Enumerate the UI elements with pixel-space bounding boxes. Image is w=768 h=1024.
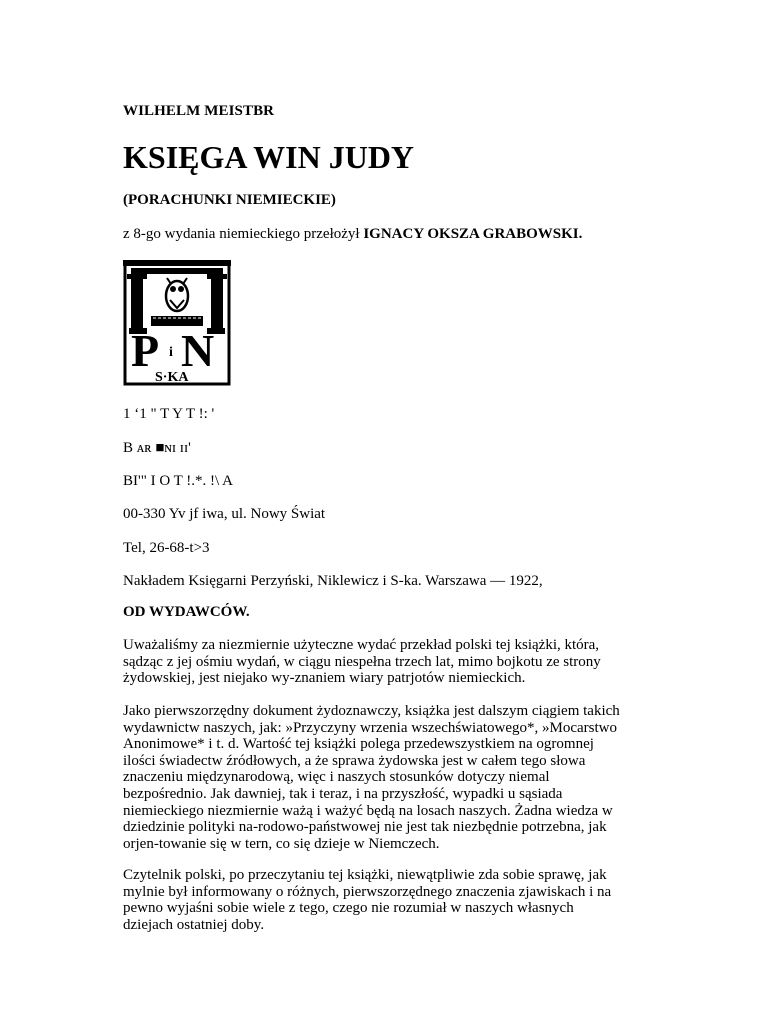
stamp-phone: Tel, 26-68-t>3 xyxy=(123,540,210,556)
stamp-line: B ᴀʀ ■ɴɪ ɪɪ' xyxy=(123,440,191,456)
paragraph-line: orjen-towanie się w tern, co się dzieje w Niemczech. xyxy=(123,835,440,852)
svg-text:S·KA: S·KA xyxy=(155,370,189,385)
paragraph-line: wydawnictw naszych, jak: »Przyczyny wrzenia wszechświatowego*, »Mocarstwo xyxy=(123,719,618,736)
book-title: KSIĘGA WIN JUDY xyxy=(123,139,415,175)
translator-name: IGNACY OKSZA GRABOWSKI. xyxy=(363,226,583,242)
paragraph-line: dziejach ostatniej doby. xyxy=(123,916,265,933)
publisher-logo-icon xyxy=(123,258,233,386)
paragraph-line: żydowskiej, jest niejako wy-znaniem wiary patrjotów niemieckich. xyxy=(123,670,526,687)
paragraph-line: bezpośrednio. Jak dawniej, tak i teraz, i na przyszłość, wypadki u sąsiada xyxy=(123,785,563,802)
paragraph-line: Uważaliśmy za niezmiernie użyteczne wydać przekład polski tej książki, która, xyxy=(123,637,600,653)
stamp-line: BI'" I O T !.*. !\ A xyxy=(123,473,233,489)
stamp-line: 1 ‘1 " T Y T !: ' xyxy=(123,406,215,422)
paragraph-line: znaczeniu międzynarodową, więc i naszych stosunków dotyczy niemal xyxy=(123,769,550,786)
publisher-line: Nakładem Księgarni Perzyński, Niklewicz i S-ka. Warszawa — 1922, xyxy=(123,573,543,589)
paragraph-line: Anonimowe* i t. d. Wartość tej książki polega przedewszystkiem na ogromnej xyxy=(123,736,594,753)
stamp-address: 00-330 Yv jf iwa, ul. Nowy Świat xyxy=(123,506,326,522)
paragraph-line: ilości świadectw źródłowych, a że sprawa żydowska jest w całem tego słowa xyxy=(123,752,586,769)
paragraph-line: mylnie był informowany o różnych, pierwszorzędnego znaczenia zjawiskach i na xyxy=(123,883,612,900)
paragraph xyxy=(123,867,653,933)
author-name: WILHELM MEISTBR xyxy=(123,103,275,119)
svg-text:i: i xyxy=(169,345,173,360)
paragraph-line: Jako pierwszorzędny dokument żydoznawczy, książka jest dalszym ciągiem takich xyxy=(123,703,620,719)
paragraph-line: niemieckiego niezmiernie ważą i ważyć będą na losach naszych. Żadna wiedza w xyxy=(123,802,613,819)
paragraph-line: Czytelnik polski, po przeczytaniu tej książki, niewątpliwie zda sobie sprawę, jak xyxy=(123,867,607,883)
translator-prefix: z 8-go wydania niemieckiego przełożył xyxy=(123,226,364,242)
paragraph-line: pewno wyjaśni sobie wiele z tego, czego nie rozumiał w naszych własnych xyxy=(123,900,574,917)
paragraph xyxy=(123,637,653,687)
paragraph xyxy=(123,703,653,852)
svg-text:N: N xyxy=(181,325,215,376)
translator-line xyxy=(123,226,582,243)
paragraph-line: dziedzinie polityki na-rodowo-państwowej nie jest tak niezbędnie potrzebna, jak xyxy=(123,819,607,836)
paragraph-line: sądząc z jej ośmiu wydań, w ciągu niespełna trzech lat, mimo bojkotu ze strony xyxy=(123,653,601,670)
book-subtitle: (PORACHUNKI NIEMIECKIE) xyxy=(123,192,336,208)
section-heading: OD WYDAWCÓW. xyxy=(123,604,250,620)
svg-text:P: P xyxy=(131,325,160,376)
